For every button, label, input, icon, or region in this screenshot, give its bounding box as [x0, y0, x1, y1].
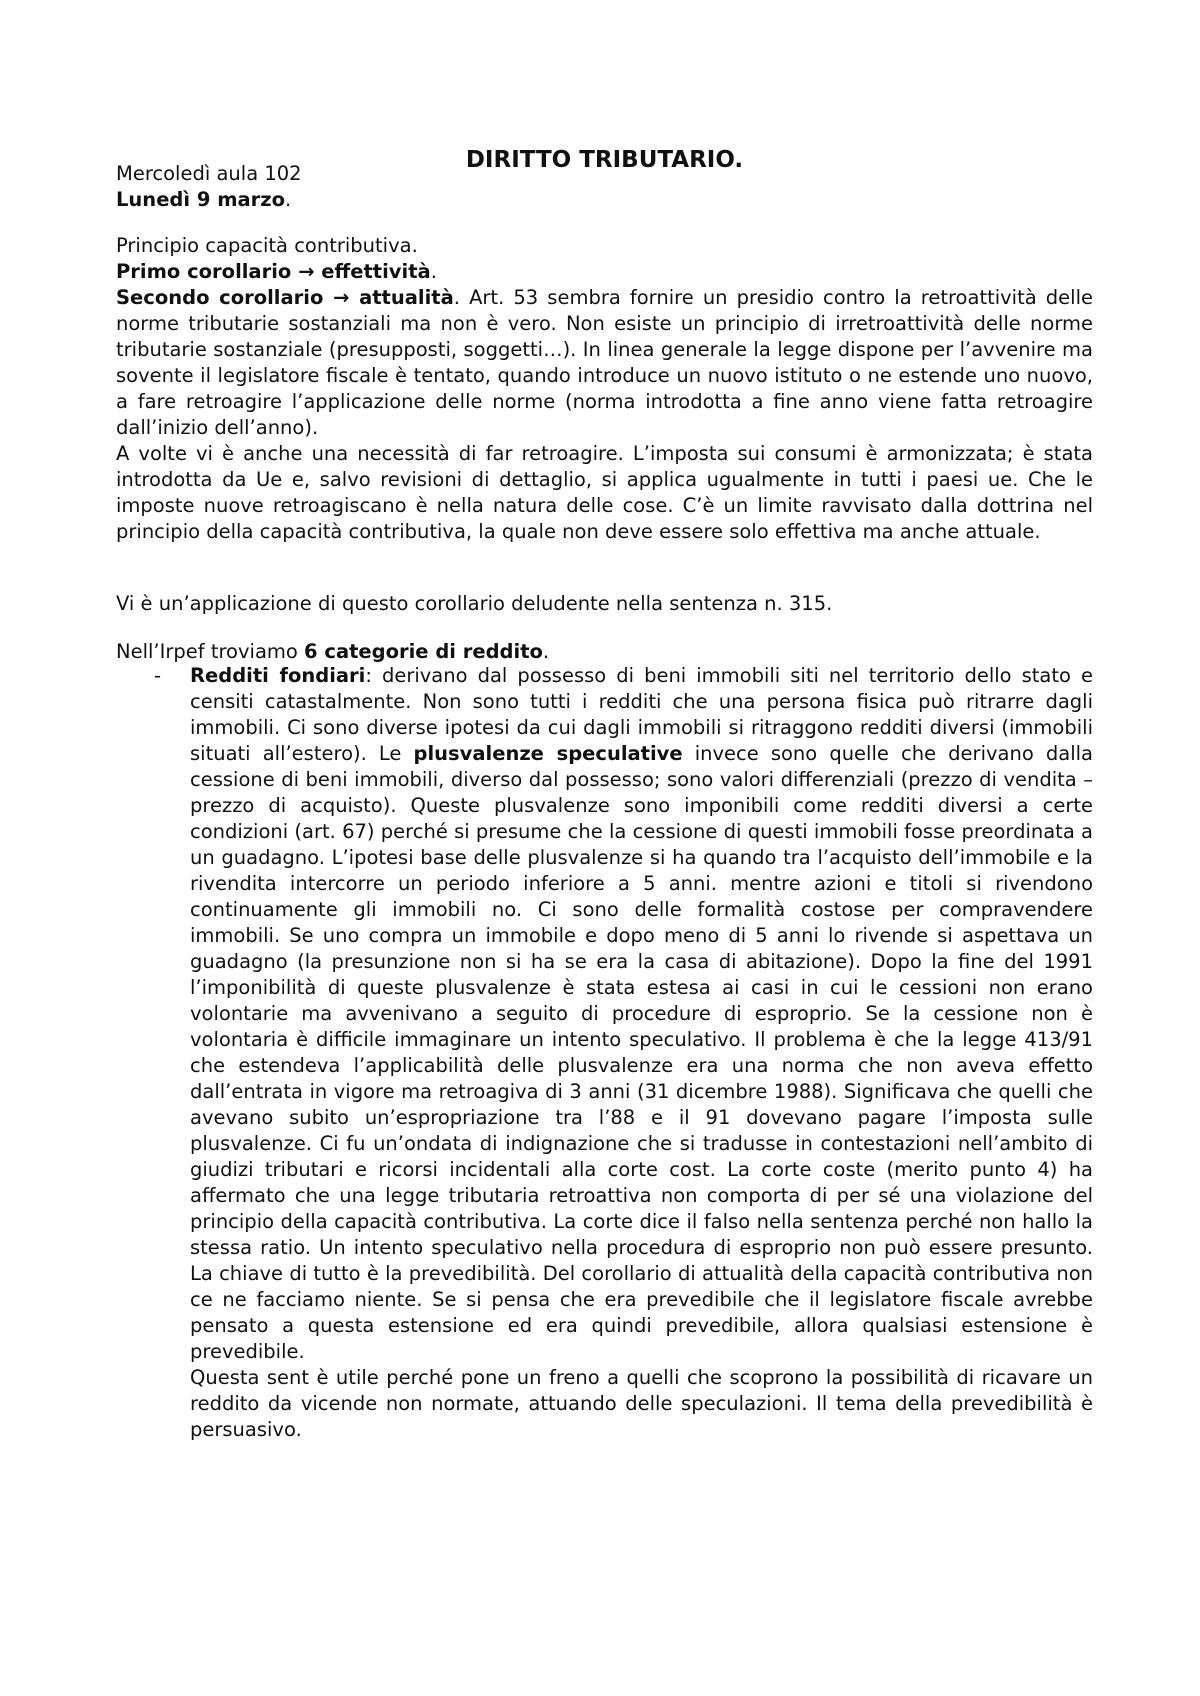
arrow-icon: → — [298, 260, 315, 283]
meta-date — [116, 187, 1093, 213]
categories-text: Nell’Irpef troviamo — [116, 640, 305, 663]
redditi-fondiari-text: : derivano dal possesso di beni immobili siti nel territorio dello stato e censiti catastalmente. Non sono tutti i redditi che una persona fisica può ritrarre dagli immobili. Ci sono diverse ipotesi da cui dagli immobili si ritraggono redditi diversi (immobili situati all’estero). Le — [190, 664, 1093, 765]
intro-block — [116, 233, 1093, 545]
corollary-1-term: effettività — [314, 260, 431, 283]
sentenza-paragraph: Questa sent è utile perché pone un freno a quelli che scoprono la possibilità di ricavare un reddito da vicende non normate, attuando delle speculazioni. Il tema della prevedibilità è persuasivo. — [190, 1366, 1093, 1441]
redditi-fondiari-paragraph — [190, 663, 1093, 1365]
page-title: DIRITTO TRIBUTARIO. — [465, 147, 744, 173]
meta-date-end: . — [285, 188, 292, 211]
principle-line: Principio capacità contributiva. — [116, 234, 418, 257]
plusvalenze-text: invece sono quelle che derivano dalla cessione di beni immobili, diverso dal possesso; sono valori differenziali (prezzo di vendita – prezzo di acquisto). Queste plusvalenze sono imponibili come redditi diversi a certe condizioni (art. 67) perché si presume che la cessione di questi immobili fosse preordinata a un guadagno. L’ipotesi base delle plusvalenze si ha quando tra l’acquisto dell’immobile e la rivendita intercorre un periodo inferiore a 5 anni. mentre azioni e titoli si rivendono continuamente gli immobili no. Ci sono delle formalità costose per compravendere immobili. Se uno compra un immobile e dopo meno di 5 anni lo rivende si aspettava un guadagno (la presunzione non si ha se era la casa di abitazione). Dopo la fine del 1991 l’imponibilità di queste plusvalenze è stata estesa ai casi in cui le cessioni non erano volontarie ma avvenivano a seguito di procedure di esproprio. Se la cessione non è volontaria è difficile immaginare un intento speculativo. Il problema è che la legge 413/91 che estendeva l’applicabilità delle plusvalenze era una norma che non aveva effetto dall’entrata in vigore ma retroagiva di 3 anni (31 dicembre 1988). Significava che quelli che avevano subito un’espropriazione tra l’88 e il 91 dovevano pagare l’imposta sulle plusvalenze. Ci fu un’ondata di indignazione che si tradusse in contestazioni nell’ambito di giudizi tributari e ricorsi incidentali alla corte cost. La corte coste (merito punto 4) ha affermato che una legge tributaria retroattiva non comporta di per sé una violazione del principio della capacità contributiva. La corte dice il falso nella sentenza perché non hallo la stessa ratio. Un intento speculativo nella procedura di esproprio non può essere presunto. La chiave di tutto è la prevedibilità. Del corollario di attualità della capacità contributiva non ce ne facciamo niente. Se si pensa che era prevedibile che il legislatore fiscale avrebbe pensato a questa estensione ed era quindi prevedibile, allora qualsiasi estensione è prevedibile. — [190, 742, 1093, 1363]
corollary-1-end: . — [430, 260, 437, 283]
corollary-2-text: . Art. 53 sembra fornire un presidio contro la retroattività delle norme tributarie sostanziali ma non è vero. Non esiste un principio di irretroattività delle norme tributarie sostanziale (presupposti, soggetti…). In linea generale la legge dispone per l’avvenire ma sovente il legislatore fiscale è tentato, quando introduce un nuovo istituto o ne estende uno nuovo, a fare retroagire l’applicazione delle norme (norma introdotta a fine anno viene fatta retroagire dall’inizio dell’anno). — [116, 286, 1094, 439]
corollary-1 — [116, 259, 1093, 285]
term-plusvalenze-speculative: plusvalenze speculative — [413, 742, 683, 765]
paragraph-sentence-315: Vi è un’applicazione di questo corollario deludente nella sentenza n. 315. — [116, 592, 833, 615]
paragraph-retroactivity: A volte vi è anche una necessità di far retroagire. L’imposta sui consumi è armonizzata; è stata introdotta da Ue e, salvo revisioni di dettaglio, si applica ugualmente in tutti i paesi ue. Che le imposte nuove retroagiscano è nella natura delle cose. C’è un limite ravvisato dalla dottrina nel principio della capacità contributiva, la quale non deve essere solo effettiva ma anche attuale. — [116, 442, 1093, 543]
list-bullet: - — [154, 664, 162, 687]
categories-bold: 6 categorie di reddito — [304, 640, 543, 663]
meta-block — [116, 161, 1093, 213]
arrow-icon: → — [333, 286, 350, 309]
meta-date-bold: Lunedì 9 marzo — [116, 188, 286, 211]
categories-line — [116, 639, 1093, 665]
categories-end: . — [542, 640, 550, 663]
corollary-2-label: Secondo corollario — [116, 286, 334, 309]
corollary-1-label: Primo corollario — [116, 260, 299, 283]
list-item-content — [190, 663, 1093, 1443]
corollary-2-paragraph — [116, 285, 1093, 441]
term-redditi-fondiari: Redditi fondiari — [190, 664, 366, 687]
corollary-2-term: attualità — [349, 286, 454, 309]
meta-day-room: Mercoledì aula 102 — [116, 162, 302, 185]
